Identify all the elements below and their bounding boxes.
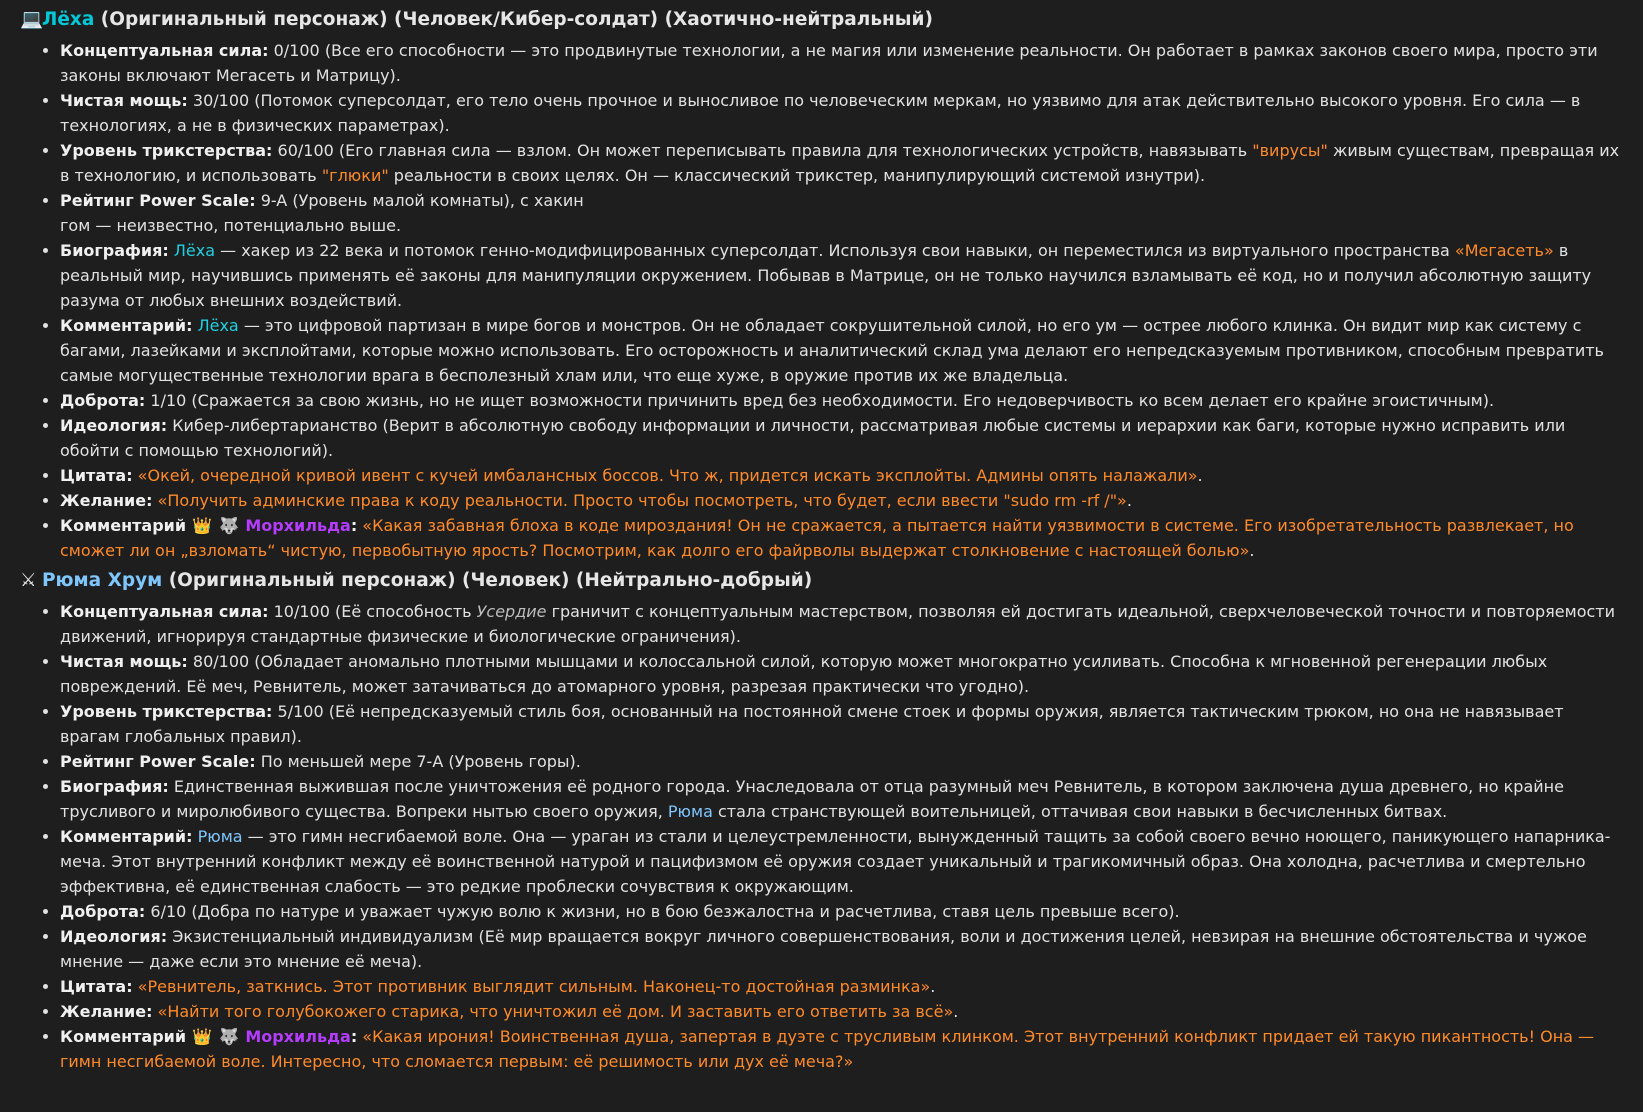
list-item-biography [60,774,1623,824]
item-label: Желание: [60,1002,153,1021]
list-item-power-scale [60,749,1623,774]
character-name: Рюма Хрум [42,570,163,591]
item-text: 5/100 (Её непредсказуемый стиль боя, основанный на постоянной смене стоек и формы оружия, является тактическим трюком, но она не навязывает врагам глобальных правил). [60,702,1564,746]
item-label: Цитата: [60,977,133,996]
item-text: 80/100 (Обладает аномально плотными мышцами и колоссальной силой, которую может многократно усиливать. Способна к мгновенной регенерации любых повреждений. Её меч, Ревнитель, может затачиваться до атомарного уровня, разрезая практически что угодно). [60,652,1548,696]
quote-text: «Какая ирония! Воинственная душа, запертая в дуэте с трусливым клинком. Этот внутренний конфликт придает ей такую пикантность! Она — гимн несгибаемой воле. Интересно, что сломается первым: её решимость или дух её меча?» [60,1027,1595,1071]
crown-icon: 👑 [192,1027,213,1046]
list-item-trickster-level [60,699,1623,749]
list-item-ideology [60,413,1623,463]
list-item-wish [60,999,1623,1024]
item-text: . [1249,541,1255,560]
character-name-inline: Лёха [173,241,216,260]
ability-name: Усердие [476,602,547,621]
crossed-swords-icon: ⚔ [20,570,37,591]
list-item-biography [60,238,1623,313]
item-text: реальности в своих целях. Он — классический трикстер, манипулирующий системой изнутри). [388,166,1206,185]
item-label: Доброта: [60,902,146,921]
item-text: . [930,977,936,996]
item-label: Рейтинг Power Scale: [60,752,256,771]
character-name-inline: Лёха [197,316,239,335]
wolf-icon: 🐺 [219,1027,240,1046]
item-label: : [350,1027,358,1046]
item-text: 0/100 (Все его способности — это продвинутые технологии, а не магия или изменение реальности. Он работает в рамках законов своего мира, просто эти законы включают Мегасеть и Матрицу). [60,41,1598,85]
item-text: По меньшей мере 7-A (Уровень горы). [255,752,581,771]
list-item-conceptual-power [60,38,1623,88]
item-label: Уровень трикстерства: [60,141,273,160]
list-item-raw-power [60,88,1623,138]
item-label: Идеология: [60,927,168,946]
highlight-term: «Мегасеть» [1454,241,1554,260]
item-label: Комментарий [60,1027,187,1046]
character-stats-list [20,599,1623,1074]
wolf-icon: 🐺 [219,516,240,535]
character-name-inline: Рюма [197,827,243,846]
quote-text: «Какая забавная блоха в коде мироздания! Он не сражается, а пытается найти уязвимости в системе. Его изобретательность развлекает, но сможет ли он „взломать“ чистую, первобытную ярость? Посмотрим, как долго его файрволы выдержат столкновение с настоящей болью» [60,516,1574,560]
item-label: Уровень трикстерства: [60,702,273,721]
item-label: Рейтинг Power Scale: [60,191,256,210]
character-heading-ryuma [20,565,1623,597]
list-item-kindness [60,388,1623,413]
list-item-kindness [60,899,1623,924]
item-label: Биография: [60,241,169,260]
list-item-trickster-level [60,138,1623,188]
item-label: Комментарий [60,516,187,535]
quote-text: «Получить админские права к коду реальности. Просто чтобы посмотреть, что будет, если ввести "sudo rm -rf /"» [152,491,1127,510]
quote-text: «Окей, очередной кривой ивент с кучей имбалансных боссов. Что ж, придется искать эксплойты. Админы опять налажали» [132,466,1198,485]
item-label: Комментарий: [60,827,193,846]
item-text: Экзистенциальный индивидуализм (Её мир вращается вокруг личного совершенствования, воли и достижения целей, невзирая на внешние обстоятельства и чужое мнение — даже если это мнение её меча). [60,927,1587,971]
list-item-raw-power [60,649,1623,699]
list-item-quote [60,463,1623,488]
character-name-inline: Рюма [667,802,713,821]
item-text: — это гимн несгибаемой воле. Она — ураган из стали и целеустремленности, вынужденный тащить за собой своего вечно ноющего, паникующего напарника-меча. Этот внутренний конфликт между её воинственной натурой и пацифизмом её оружия создает уникальный и трагикомичный образ. Она холодна, расчетлива и смертельно эффективна, её единственная слабость — это редкие проблески сочувствия к окружающим. [60,827,1611,896]
list-item-comment [60,824,1623,899]
item-text: — хакер из 22 века и потомок генно-модифицированных суперсолдат. Используя свои навыки, он переместился из виртуального пространства [215,241,1455,260]
laptop-icon: 💻 [20,9,44,30]
quote-text: «Ревнитель, заткнись. Этот противник выглядит сильным. Наконец-то достойная разминка» [132,977,931,996]
list-item-morhilda-comment [60,513,1623,563]
item-text: 1/10 (Сражается за свою жизнь, но не ищет возможности причинить вред без необходимости. Его недоверчивость ко всем делает его крайне эгоистичным). [145,391,1495,410]
item-label: Концептуальная сила: [60,602,269,621]
item-text: . [1126,491,1132,510]
item-text: живым существам, превращая их в технологию, и использовать [60,141,1620,185]
character-stats-list [20,38,1623,563]
list-item-power-scale [60,188,1623,238]
item-label: Идеология: [60,416,168,435]
crown-icon: 👑 [192,516,213,535]
item-label: Цитата: [60,466,133,485]
item-label: Комментарий: [60,316,193,335]
list-item-ideology [60,924,1623,974]
item-text: Кибер-либертарианство (Верит в абсолютную свободу информации и личности, рассматривая любые системы и иерархии как баги, которые нужно исправить или обойти с помощью технологий). [60,416,1566,460]
character-name: Лёха [42,9,95,30]
item-text: граничит с концептуальным мастерством, позволяя ей достигать идеальной, сверхчеловеческой точности и повторяемости движений, игнорируя стандартные физические и биологические ограничения). [60,602,1616,646]
item-label: Чистая мощь: [60,91,188,110]
item-text: 60/100 (Его главная сила — взлом. Он может переписывать правила для технологических устройств, навязывать [272,141,1253,160]
quote-text: «Найти того голубокожего старика, что уничтожил её дом. И заставить его ответить за всё» [152,1002,954,1021]
item-text: 6/10 (Добра по натуре и уважает чужую волю к жизни, но в бою безжалостна и расчетлива, ставя цель превыше всего). [145,902,1180,921]
item-label: Биография: [60,777,169,796]
item-label: : [350,516,358,535]
character-meta: (Оригинальный персонаж) (Человек/Кибер-солдат) (Хаотично-нейтральный) [94,9,933,30]
list-item-comment [60,313,1623,388]
list-item-conceptual-power [60,599,1623,649]
item-text: Единственная выжившая после уничтожения её родного города. Унаследовала от отца разумный меч Ревнитель, в котором заключена душа древнего, но крайне трусливого и миролюбивого существа. Вопреки нытью своего оружия, [60,777,1564,821]
item-label: Чистая мощь: [60,652,188,671]
morhilda-name: Морхильда [245,1027,351,1046]
item-text: в реальный мир, научившись применять её законы для манипуляции окружением. Побывав в Матрице, он не только научился взламывать её код, но и получил абсолютную защиту разума от любых внешних воздействий. [60,241,1592,310]
item-text: 30/100 (Потомок суперсолдат, его тело очень прочное и выносливое по человеческим меркам, но уязвимо для атак действительно высокого уровня. Его сила — в технологиях, а не в физических параметрах). [60,91,1581,135]
list-item-quote [60,974,1623,999]
morhilda-name: Морхильда [245,516,351,535]
item-label: Доброта: [60,391,146,410]
item-text: стала странствующей воительницей, оттачивая свои навыки в бесчисленных битвах. [712,802,1448,821]
character-meta: (Оригинальный персонаж) (Человек) (Нейтрально-добрый) [162,570,813,591]
list-item-wish [60,488,1623,513]
highlight-term: "вирусы" [1252,141,1328,160]
item-text: гом — неизвестно, потенциально выше. [60,216,402,235]
highlight-term: "глюки" [321,166,389,185]
item-text: 9-A (Уровень малой комнаты), с хакин [255,191,584,210]
item-text: . [1197,466,1203,485]
item-text: 10/100 (Её способность [268,602,477,621]
item-text: — это цифровой партизан в мире богов и монстров. Он не обладает сокрушительной силой, но его ум — острее любого клинка. Он видит мир как систему с багами, лазейками и эксплойтами, которые можно использовать. Его осторожность и аналитический склад ума делают его непредсказуемым противником, способным превратить самые могущественные технологии врага в бесполезный хлам или, что еще хуже, в оружие против их же владельца. [60,316,1604,385]
item-label: Желание: [60,491,153,510]
list-item-morhilda-comment [60,1024,1623,1074]
character-heading-lyokha [20,4,1623,36]
item-text: . [953,1002,959,1021]
item-label: Концептуальная сила: [60,41,269,60]
